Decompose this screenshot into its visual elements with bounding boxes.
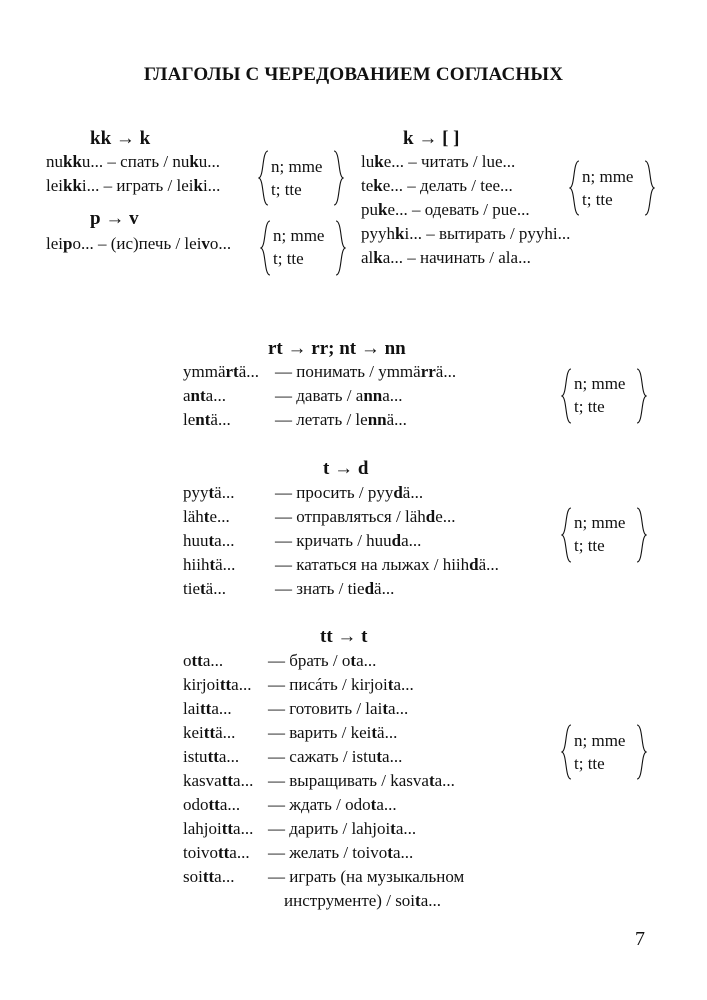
row-k-2: teke... – делать / tee...	[361, 176, 513, 195]
row-tt-8: lahjoitta...	[183, 819, 254, 838]
heading-k-zero: k → [ ]	[403, 128, 460, 149]
row-tt-10: soitta...	[183, 867, 235, 886]
heading-kk-k: kk → k	[90, 128, 151, 149]
heading-p-v: p → v	[90, 208, 139, 229]
row-rt-1-tr: — понимать / ymmärrä...	[275, 362, 457, 381]
row-k-1: luke... – читать / lue...	[361, 152, 516, 171]
endings-rt-nt: n; mme t; tte	[574, 374, 626, 416]
row-rt-2-tr: — давать / anna...	[275, 386, 403, 405]
row-td-2-tr: — отправляться / lähde...	[275, 507, 456, 526]
row-tt-9-tr: — желать / toivota...	[268, 843, 414, 862]
row-tt-1: otta...	[183, 651, 224, 670]
row-td-1-tr: — просить / pyydä...	[275, 483, 424, 502]
row-rt-1: ymmärtä...	[183, 362, 260, 381]
row-rt-3: lentä...	[183, 410, 231, 429]
row-tt-8-tr: — дарить / lahjoita...	[268, 819, 417, 838]
row-tt-4-tr: — варить / keitä...	[268, 723, 398, 742]
row-td-1: pyytä...	[183, 483, 235, 502]
row-tt-6-tr: — выращивать / kasvata...	[268, 771, 455, 790]
row-tt-7-tr: — ждать / odota...	[268, 795, 397, 814]
row-tt-2-tr: — писáть / kirjoita...	[268, 675, 414, 694]
row-tt-6: kasvatta...	[183, 771, 254, 790]
row-td-3: huuta...	[183, 531, 235, 550]
heading-rt-nt: rt → rr; nt → nn	[268, 338, 406, 359]
row-k-3: puke... – одевать / pue...	[361, 200, 530, 219]
row-rt-2: anta...	[183, 386, 226, 405]
row-td-5: tietä...	[183, 579, 226, 598]
heading-t-d: t → d	[323, 458, 369, 479]
endings-t-d: n; mme t; tte	[574, 513, 626, 555]
row-tt-1-tr: — брать / ota...	[268, 651, 377, 670]
row-k-4: pyyhki... – вытирать / pyyhi...	[361, 224, 571, 243]
row-tt-2: kirjoitta...	[183, 675, 252, 694]
row-td-5-tr: — знать / tiedä...	[275, 579, 395, 598]
row-tt-7: odotta...	[183, 795, 241, 814]
row-td-3-tr: — кричать / huuda...	[275, 531, 422, 550]
row-kk-2: leikki... – играть / leiki...	[46, 176, 221, 195]
row-tt-10-tr: — играть (на музыкальном	[268, 867, 465, 886]
endings-k-zero: n; mme t; tte	[582, 167, 634, 209]
endings-kk: n; mme t; tte	[271, 157, 323, 199]
row-td-4-tr: — кататься на лыжах / hiihdä...	[275, 555, 499, 574]
row-tt-5-tr: — сажать / istuta...	[268, 747, 403, 766]
row-pv-1: leipo... – (ис)печь / leivo...	[46, 234, 232, 253]
endings-pv: n; mme t; tte	[273, 226, 325, 268]
page-title: ГЛАГОЛЫ С ЧЕРЕДОВАНИЕМ СОГЛАСНЫХ	[143, 64, 564, 85]
row-tt-10-continuation: инструменте) / soita...	[284, 891, 441, 910]
row-tt-4: keittä...	[183, 723, 236, 742]
row-tt-3: laitta...	[183, 699, 232, 718]
row-k-5: alka... – начинать / ala...	[361, 248, 531, 267]
row-rt-3-tr: — летать / lennä...	[275, 410, 407, 429]
endings-tt-t: n; mme t; tte	[574, 731, 626, 773]
row-tt-9: toivotta...	[183, 843, 250, 862]
row-td-2: lähte...	[183, 507, 230, 526]
row-tt-5: istutta...	[183, 747, 240, 766]
row-tt-3-tr: — готовить / laita...	[268, 699, 409, 718]
heading-tt-t: tt → t	[320, 626, 368, 647]
row-kk-1: nukku... – спать / nuku...	[46, 152, 221, 171]
page-number: 7	[635, 928, 645, 950]
row-td-4: hiihtä...	[183, 555, 236, 574]
